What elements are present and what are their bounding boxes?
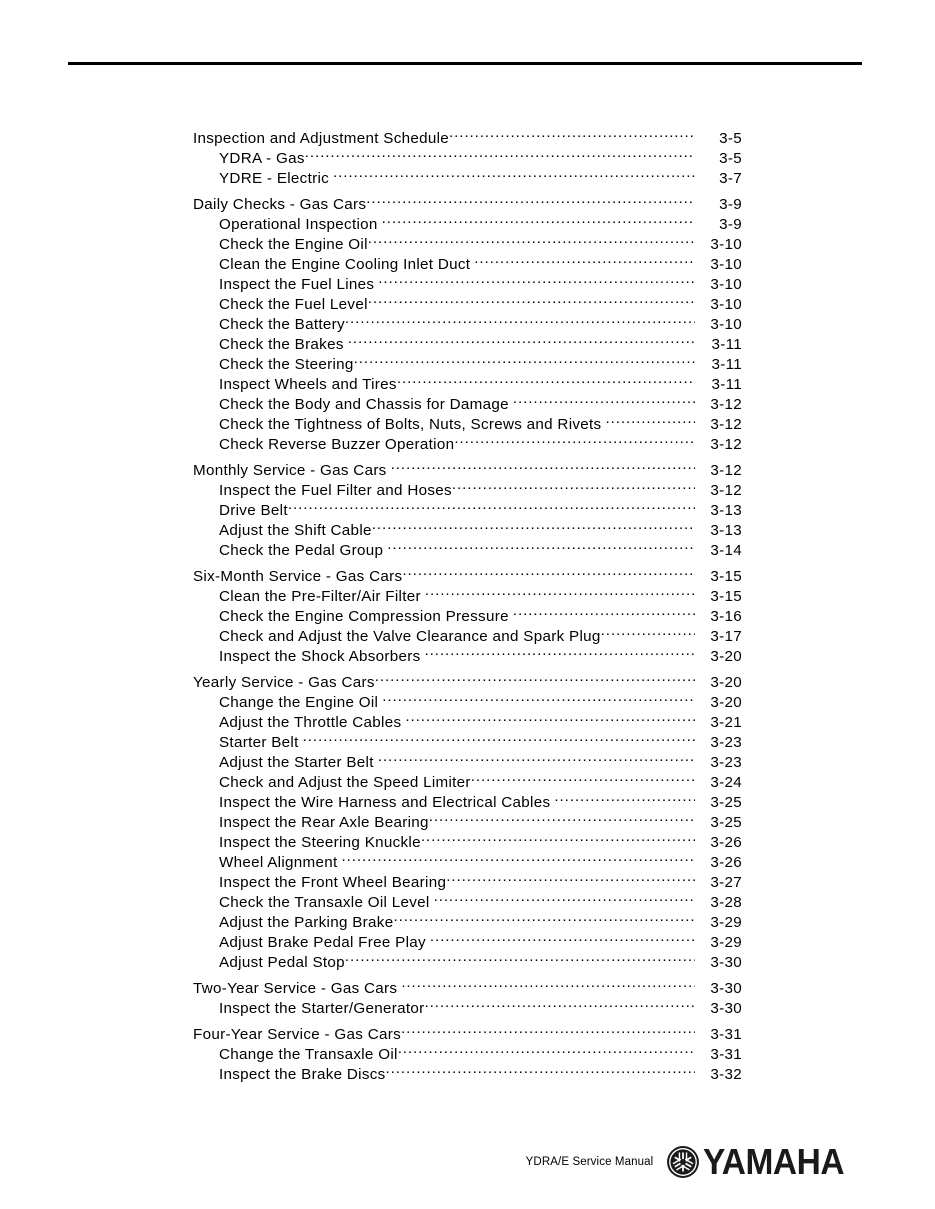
toc-entry-title: Check the Fuel Level (219, 296, 368, 314)
toc-entry[interactable] (193, 414, 742, 434)
toc-dot-leader (345, 952, 695, 967)
toc-entry[interactable] (193, 892, 742, 912)
toc-dot-leader (354, 354, 695, 369)
toc-entry-title: Adjust the Throttle Cables (219, 714, 402, 732)
toc-dot-leader (387, 540, 695, 555)
toc-entry-title: Check the Brakes (219, 336, 344, 354)
footer-content (526, 1140, 855, 1184)
toc-entry[interactable] (193, 792, 742, 812)
toc-entry[interactable] (193, 540, 742, 560)
toc-dot-leader (474, 254, 695, 269)
toc-entry-page-number: 3-12 (710, 482, 742, 500)
toc-entry[interactable] (193, 128, 742, 148)
toc-dot-leader (368, 294, 695, 309)
toc-entry-title: Inspect the Shock Absorbers (219, 648, 421, 666)
toc-entry-title: Clean the Engine Cooling Inlet Duct (219, 256, 471, 274)
toc-entry-title: Clean the Pre-Filter/Air Filter (219, 588, 421, 606)
toc-entry[interactable] (193, 334, 742, 354)
toc-entry-title: Two-Year Service - Gas Cars (193, 980, 398, 998)
toc-dot-leader (454, 434, 695, 449)
toc-entry[interactable] (193, 500, 742, 520)
toc-entry[interactable] (193, 194, 742, 214)
toc-entry-page-number: 3-7 (719, 170, 742, 188)
toc-dot-leader (382, 692, 695, 707)
toc-dot-leader (434, 892, 695, 907)
toc-entry-page-number: 3-26 (710, 854, 742, 872)
toc-entry-page-number: 3-12 (710, 462, 742, 480)
toc-dot-leader (303, 732, 695, 747)
toc-dot-leader (421, 832, 695, 847)
toc-entry[interactable] (193, 354, 742, 374)
toc-dot-leader (382, 214, 695, 229)
toc-entry[interactable] (193, 274, 742, 294)
toc-entry-title: Inspect the Brake Discs (219, 1066, 386, 1084)
toc-entry-title: Four-Year Service - Gas Cars (193, 1026, 401, 1044)
toc-dot-leader (378, 274, 695, 289)
toc-entry-title: YDRA - Gas (219, 150, 305, 168)
toc-dot-leader (554, 792, 695, 807)
toc-entry-title: Inspect the Starter/Generator (219, 1000, 425, 1018)
toc-dot-leader (378, 752, 695, 767)
toc-entry[interactable] (193, 1044, 742, 1064)
toc-entry-title: Adjust the Starter Belt (219, 754, 374, 772)
toc-entry-title: Inspect the Fuel Lines (219, 276, 375, 294)
toc-entry-title: Check the Tightness of Bolts, Nuts, Screws and Rivets (219, 416, 602, 434)
toc-entry-page-number: 3-30 (710, 954, 742, 972)
toc-entry[interactable] (193, 148, 742, 168)
toc-entry-title: Adjust the Parking Brake (219, 914, 394, 932)
toc-entry-page-number: 3-24 (710, 774, 742, 792)
toc-entry-title: Check the Pedal Group (219, 542, 384, 560)
toc-entry-title: Check the Body and Chassis for Damage (219, 396, 509, 414)
toc-entry-page-number: 3-11 (711, 336, 742, 354)
toc-entry-title: Check the Engine Oil (219, 236, 368, 254)
toc-entry[interactable] (193, 692, 742, 712)
toc-entry-title: Check the Transaxle Oil Level (219, 894, 430, 912)
toc-entry[interactable] (193, 812, 742, 832)
toc-dot-leader (449, 128, 695, 143)
toc-entry-page-number: 3-27 (710, 874, 742, 892)
page-footer (0, 1140, 935, 1188)
toc-entry[interactable] (193, 998, 742, 1018)
toc-entry-title: Monthly Service - Gas Cars (193, 462, 387, 480)
toc-entry-page-number: 3-11 (711, 356, 742, 374)
toc-entry[interactable] (193, 978, 742, 998)
toc-entry-title: Adjust Brake Pedal Free Play (219, 934, 426, 952)
toc-entry[interactable] (193, 772, 742, 792)
toc-entry-title: Inspect Wheels and Tires (219, 376, 397, 394)
toc-entry-page-number: 3-20 (710, 648, 742, 666)
toc-dot-leader (345, 314, 695, 329)
toc-dot-leader (402, 566, 695, 581)
toc-entry-page-number: 3-23 (710, 734, 742, 752)
toc-entry[interactable] (193, 434, 742, 454)
toc-dot-leader (391, 460, 695, 475)
toc-entry-page-number: 3-10 (710, 256, 742, 274)
toc-dot-leader (333, 168, 695, 183)
toc-entry-title: Inspect the Front Wheel Bearing (219, 874, 447, 892)
manual-name: YDRA/E Service Manual (525, 1156, 654, 1168)
toc-dot-leader (375, 672, 695, 687)
table-of-contents (193, 128, 742, 1084)
toc-dot-leader (405, 712, 695, 727)
toc-entry[interactable] (193, 852, 742, 872)
toc-dot-leader (366, 194, 695, 209)
toc-dot-leader (425, 646, 695, 661)
toc-entry[interactable] (193, 254, 742, 274)
toc-entry-title: Inspection and Adjustment Schedule (193, 130, 450, 148)
toc-dot-leader (430, 932, 695, 947)
toc-dot-leader (288, 500, 695, 515)
toc-dot-leader (605, 414, 695, 429)
toc-entry-page-number: 3-9 (719, 216, 742, 234)
toc-entry-page-number: 3-30 (710, 1000, 742, 1018)
toc-entry-page-number: 3-29 (710, 914, 742, 932)
toc-entry-page-number: 3-10 (710, 236, 742, 254)
toc-entry-page-number: 3-14 (710, 542, 742, 560)
toc-entry-title: Change the Engine Oil (219, 694, 379, 712)
toc-entry-title: Check Reverse Buzzer Operation (219, 436, 455, 454)
toc-entry-title: Drive Belt (219, 502, 288, 520)
toc-dot-leader (513, 606, 695, 621)
toc-entry[interactable] (193, 394, 742, 414)
toc-entry-title: Inspect the Steering Knuckle (219, 834, 421, 852)
toc-entry[interactable] (193, 480, 742, 500)
toc-entry[interactable] (193, 872, 742, 892)
toc-entry-page-number: 3-31 (710, 1026, 742, 1044)
toc-dot-leader (513, 394, 695, 409)
toc-entry-page-number: 3-25 (710, 814, 742, 832)
toc-entry-page-number: 3-16 (710, 608, 742, 626)
toc-entry-page-number: 3-12 (710, 416, 742, 434)
toc-dot-leader (601, 626, 695, 641)
toc-entry-page-number: 3-15 (710, 588, 742, 606)
toc-dot-leader (429, 812, 695, 827)
toc-dot-leader (401, 1024, 695, 1039)
toc-entry-title: Inspect the Fuel Filter and Hoses (219, 482, 452, 500)
toc-entry[interactable] (193, 646, 742, 666)
toc-entry-page-number: 3-17 (710, 628, 742, 646)
toc-entry-title: Yearly Service - Gas Cars (193, 674, 375, 692)
toc-entry[interactable] (193, 606, 742, 626)
toc-entry-page-number: 3-32 (710, 1066, 742, 1084)
toc-entry-page-number: 3-29 (710, 934, 742, 952)
yamaha-wordmark: YAMAHA (703, 1141, 845, 1182)
toc-dot-leader (305, 148, 695, 163)
toc-entry-title: YDRE - Electric (219, 170, 330, 188)
toc-entry-page-number: 3-10 (710, 316, 742, 334)
toc-dot-leader (425, 998, 695, 1013)
toc-entry-title: Inspect the Rear Axle Bearing (219, 814, 429, 832)
toc-entry-title: Check the Engine Compression Pressure (219, 608, 509, 626)
toc-entry-title: Operational Inspection (219, 216, 378, 234)
toc-entry[interactable] (193, 520, 742, 540)
toc-entry[interactable] (193, 952, 742, 972)
toc-dot-leader (393, 912, 695, 927)
toc-entry[interactable] (193, 732, 742, 752)
toc-entry[interactable] (193, 566, 742, 586)
toc-entry[interactable] (193, 460, 742, 480)
toc-entry-page-number: 3-12 (710, 396, 742, 414)
toc-entry-title: Wheel Alignment (219, 854, 338, 872)
toc-entry-page-number: 3-5 (719, 150, 742, 168)
toc-entry[interactable] (193, 374, 742, 394)
toc-entry-title: Change the Transaxle Oil (219, 1046, 398, 1064)
toc-entry[interactable] (193, 832, 742, 852)
toc-entry-page-number: 3-10 (710, 296, 742, 314)
yamaha-logo (666, 1141, 855, 1182)
toc-entry[interactable] (193, 294, 742, 314)
toc-entry-page-number: 3-31 (710, 1046, 742, 1064)
toc-entry-page-number: 3-11 (711, 376, 742, 394)
toc-entry[interactable] (193, 1024, 742, 1044)
toc-entry-title: Check the Battery (219, 316, 345, 334)
toc-entry[interactable] (193, 314, 742, 334)
toc-entry-page-number: 3-28 (710, 894, 742, 912)
toc-entry-page-number: 3-10 (710, 276, 742, 294)
toc-dot-leader (348, 334, 695, 349)
toc-entry[interactable] (193, 214, 742, 234)
toc-dot-leader (372, 520, 695, 535)
toc-entry-title: Check and Adjust the Valve Clearance and Spark Plug (219, 628, 601, 646)
toc-dot-leader (397, 374, 695, 389)
toc-entry[interactable] (193, 752, 742, 772)
toc-entry[interactable] (193, 626, 742, 646)
toc-entry[interactable] (193, 672, 742, 692)
toc-entry-title: Adjust the Shift Cable (219, 522, 372, 540)
yamaha-tuning-forks-icon (666, 1145, 700, 1179)
toc-entry-page-number: 3-23 (710, 754, 742, 772)
toc-dot-leader (471, 772, 695, 787)
toc-entry[interactable] (193, 1064, 742, 1084)
toc-entry-page-number: 3-13 (710, 522, 742, 540)
toc-entry-title: Starter Belt (219, 734, 299, 752)
toc-entry-page-number: 3-12 (710, 436, 742, 454)
toc-entry[interactable] (193, 912, 742, 932)
toc-entry[interactable] (193, 586, 742, 606)
toc-entry-page-number: 3-9 (719, 196, 742, 214)
toc-entry-page-number: 3-20 (710, 674, 742, 692)
toc-dot-leader (386, 1064, 695, 1079)
toc-dot-leader (342, 852, 695, 867)
toc-entry-page-number: 3-13 (710, 502, 742, 520)
toc-entry[interactable] (193, 234, 742, 254)
toc-entry-page-number: 3-20 (710, 694, 742, 712)
toc-entry-title: Check and Adjust the Speed Limiter (219, 774, 471, 792)
toc-entry-title: Daily Checks - Gas Cars (193, 196, 367, 214)
toc-entry-title: Six-Month Service - Gas Cars (193, 568, 403, 586)
toc-entry[interactable] (193, 712, 742, 732)
toc-dot-leader (425, 586, 695, 601)
toc-entry-page-number: 3-26 (710, 834, 742, 852)
toc-entry[interactable] (193, 932, 742, 952)
toc-entry-title: Adjust Pedal Stop (219, 954, 345, 972)
toc-entry-page-number: 3-5 (719, 130, 742, 148)
toc-entry-title: Inspect the Wire Harness and Electrical Cables (219, 794, 551, 812)
toc-entry-page-number: 3-21 (710, 714, 742, 732)
toc-entry-title: Check the Steering (219, 356, 354, 374)
toc-dot-leader (368, 234, 695, 249)
toc-entry[interactable] (193, 168, 742, 188)
toc-dot-leader (452, 480, 695, 495)
toc-entry-page-number: 3-15 (710, 568, 742, 586)
header-rule (68, 62, 862, 65)
toc-dot-leader (398, 1044, 695, 1059)
toc-entry-page-number: 3-30 (710, 980, 742, 998)
toc-dot-leader (446, 872, 695, 887)
toc-entry-page-number: 3-25 (710, 794, 742, 812)
toc-dot-leader (401, 978, 695, 993)
